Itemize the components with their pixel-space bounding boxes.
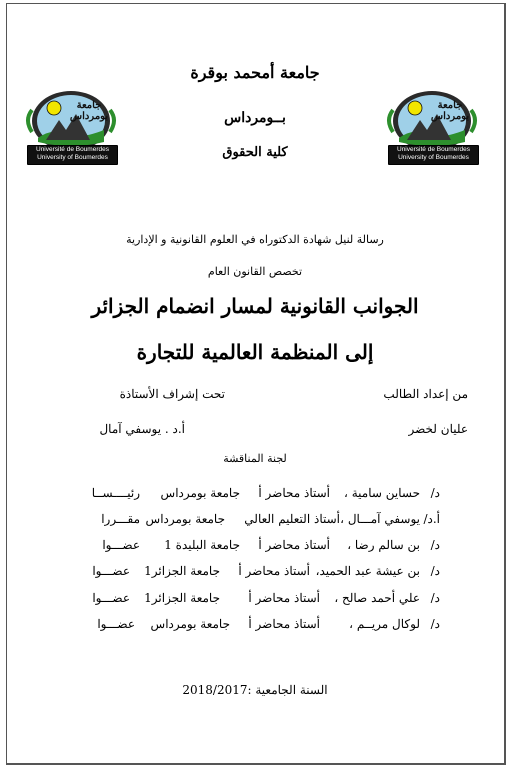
member-name: بن عيشة عبد الحميد،	[315, 564, 420, 578]
member-name: حساين سامية ،	[344, 486, 420, 500]
member-title: د/	[430, 564, 440, 578]
member-title: د/	[430, 617, 440, 631]
left-logo-banner-line2: University of Boumerdes	[37, 154, 108, 161]
committee-heading: لجنة المناقشة	[223, 452, 287, 465]
thesis-purpose: رسالة لنيل شهادة الدكتوراه في العلوم القانونية و الإدارية	[126, 233, 384, 246]
member-name: يوسفي آمـــال ،	[340, 512, 420, 526]
member-title: د/	[430, 486, 440, 500]
member-rank: أستاذ محاضر أ	[258, 486, 330, 500]
thesis-title-line1: الجوانب القانونية لمسار انضمام الجزائر	[91, 294, 419, 318]
member-title: د/	[430, 538, 440, 552]
member-rank: أستاذ محاضر أ	[248, 591, 320, 605]
committee-row	[60, 591, 440, 607]
member-university: جامعة بومرداس	[150, 617, 230, 631]
member-rank: أستاذ التعليم العالي	[244, 512, 340, 526]
member-university: جامعة بومرداس	[145, 512, 225, 526]
thesis-specialty: تخصص القانون العام	[207, 265, 303, 278]
member-rank: أستاذ محاضر أ	[258, 538, 330, 552]
member-role: عضـــوا	[97, 617, 135, 631]
right-logo-banner-line1: Université de Boumerdes	[397, 146, 470, 153]
academic-year: السنة الجامعية :2018/2017	[182, 683, 328, 697]
left-logo-banner-line1: Université de Boumerdes	[36, 146, 109, 153]
committee-row	[60, 538, 440, 554]
member-role: عضـــوا	[102, 538, 140, 552]
member-university: جامعة الجزائر1	[144, 591, 220, 605]
member-rank: أستاذ محاضر أ	[238, 564, 310, 578]
right-logo-arabic-text: جامعة بومرداس	[430, 100, 470, 122]
member-name: بن سالم رضا ،	[347, 538, 420, 552]
member-name: لوكال مريــم ،	[349, 617, 420, 631]
committee-row	[60, 512, 440, 528]
member-university: جامعة الجزائر1	[144, 564, 220, 578]
member-rank: أستاذ محاضر أ	[248, 617, 320, 631]
university-name: جامعة أمحمد بوقرة	[190, 63, 320, 82]
supervisor-name: أ.د . يوسفي آمال	[99, 422, 185, 436]
member-title: د/	[430, 591, 440, 605]
supervisor-label: تحت إشراف الأستاذة	[119, 387, 225, 401]
member-name: علي أحمد صالح ،	[334, 591, 420, 605]
member-university: جامعة بومرداس	[160, 486, 240, 500]
faculty-name: كلية الحقوق	[222, 145, 288, 160]
member-title: أ.د/	[423, 512, 440, 526]
right-logo-banner-line2: University of Boumerdes	[398, 154, 469, 161]
committee-row	[60, 486, 440, 502]
student-label: من إعداد الطالب	[383, 387, 468, 401]
city-name: بــومرداس	[224, 110, 286, 126]
member-role: عضـــوا	[92, 591, 130, 605]
member-role: مقـــررا	[101, 512, 140, 526]
member-university: جامعة البليدة 1	[164, 538, 240, 552]
student-name: عليان لخضر	[408, 422, 468, 436]
member-role: رئيــــســا	[91, 486, 140, 500]
committee-row	[60, 617, 440, 633]
committee-row	[60, 564, 440, 580]
thesis-title-line2: إلى المنظمة العالمية للتجارة	[136, 340, 374, 364]
left-logo-arabic-text: جامعة بومرداس	[69, 100, 109, 122]
member-role: عضـــوا	[92, 564, 130, 578]
